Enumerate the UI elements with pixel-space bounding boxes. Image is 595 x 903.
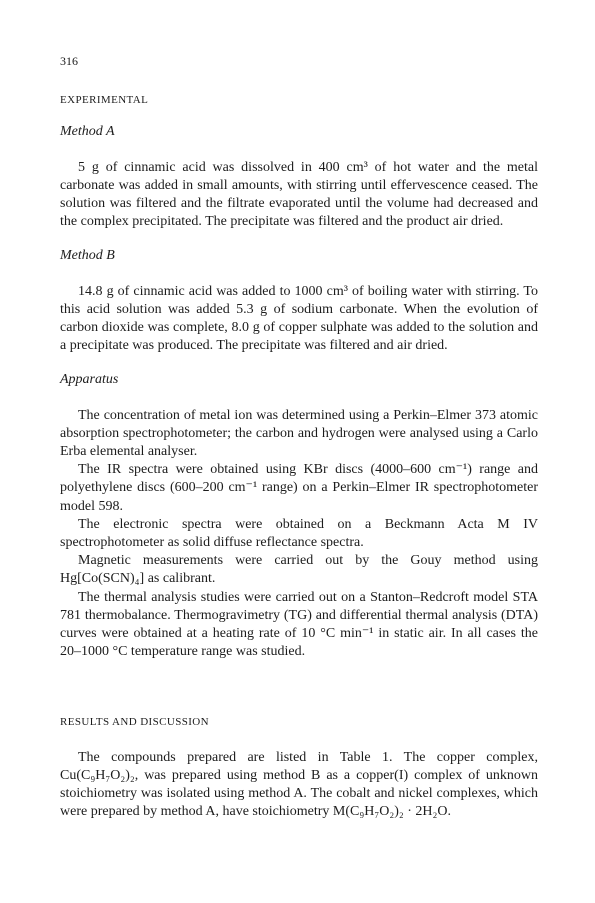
paragraph-method-b: 14.8 g of cinnamic acid was added to 1000 cm³ of boiling water with stirring. To this acid solution was added 5.3 g of sodium carbonate. When the evolution of carbon dioxide was complete, 8.0 g of copper sulphate was added to the solution and a precipitate was produced. The precipitate was filtered and air dried. [60,283,538,354]
paragraph-apparatus-magnetic: Magnetic measurements were carried out by the Gouy method using Hg[Co(SCN)₄] as calibrant. [60,553,538,587]
page-number: 316 [60,54,78,68]
subheading-apparatus: Apparatus [60,372,119,388]
subheading-method-a: Method A [60,124,115,140]
paper-page [60,52,538,822]
paragraph-apparatus-ir: The IR spectra were obtained using KBr discs (4000–600 cm⁻¹) range and polyethylene discs (600–200 cm⁻¹ range) on a Perkin–Elmer IR spectrophotometer model 598. [60,462,538,514]
paragraph-apparatus-thermal: The thermal analysis studies were carried out on a Stanton–Redcroft model STA 781 thermobalance. Thermogravimetry (TG) and differential thermal analysis (DTA) curves were obtained at a heating rate of 10 °C min⁻¹ in static air. In all cases the 20–1000 °C temperature range was studied. [60,589,538,660]
paragraph-results: The compounds prepared are listed in Table 1. The copper complex, Cu(C₉H₇O₂)₂, was prepared using method B as a copper(I) complex of unknown stoichiometry was isolated using method A. The cobalt and nickel complexes, which were prepared by method A, have stoichiometry M(C₉H₇O₂)₂ · 2H₂O. [60,749,538,820]
paragraph-apparatus-aas: The concentration of metal ion was determined using a Perkin–Elmer 373 atomic absorption spectrophotometer; the carbon and hydrogen were analysed using a Carlo Erba elemental analyser. [60,407,538,460]
subheading-method-b: Method B [60,248,115,264]
paragraph-apparatus-electronic: The electronic spectra were obtained on a Beckmann Acta M IV spectrophotometer as solid diffuse reflectance spectra. [60,516,538,551]
paragraph-method-a: 5 g of cinnamic acid was dissolved in 400 cm³ of hot water and the metal carbonate was added in small amounts, with stirring until effervescence ceased. The solution was filtered and the filtrate evaporated until the volume had decreased and the complex precipitated. The precipitate was filtered and the product air dried. [60,159,538,230]
section-heading-experimental: EXPERIMENTAL [60,94,149,107]
section-heading-results: RESULTS AND DISCUSSION [60,716,209,729]
